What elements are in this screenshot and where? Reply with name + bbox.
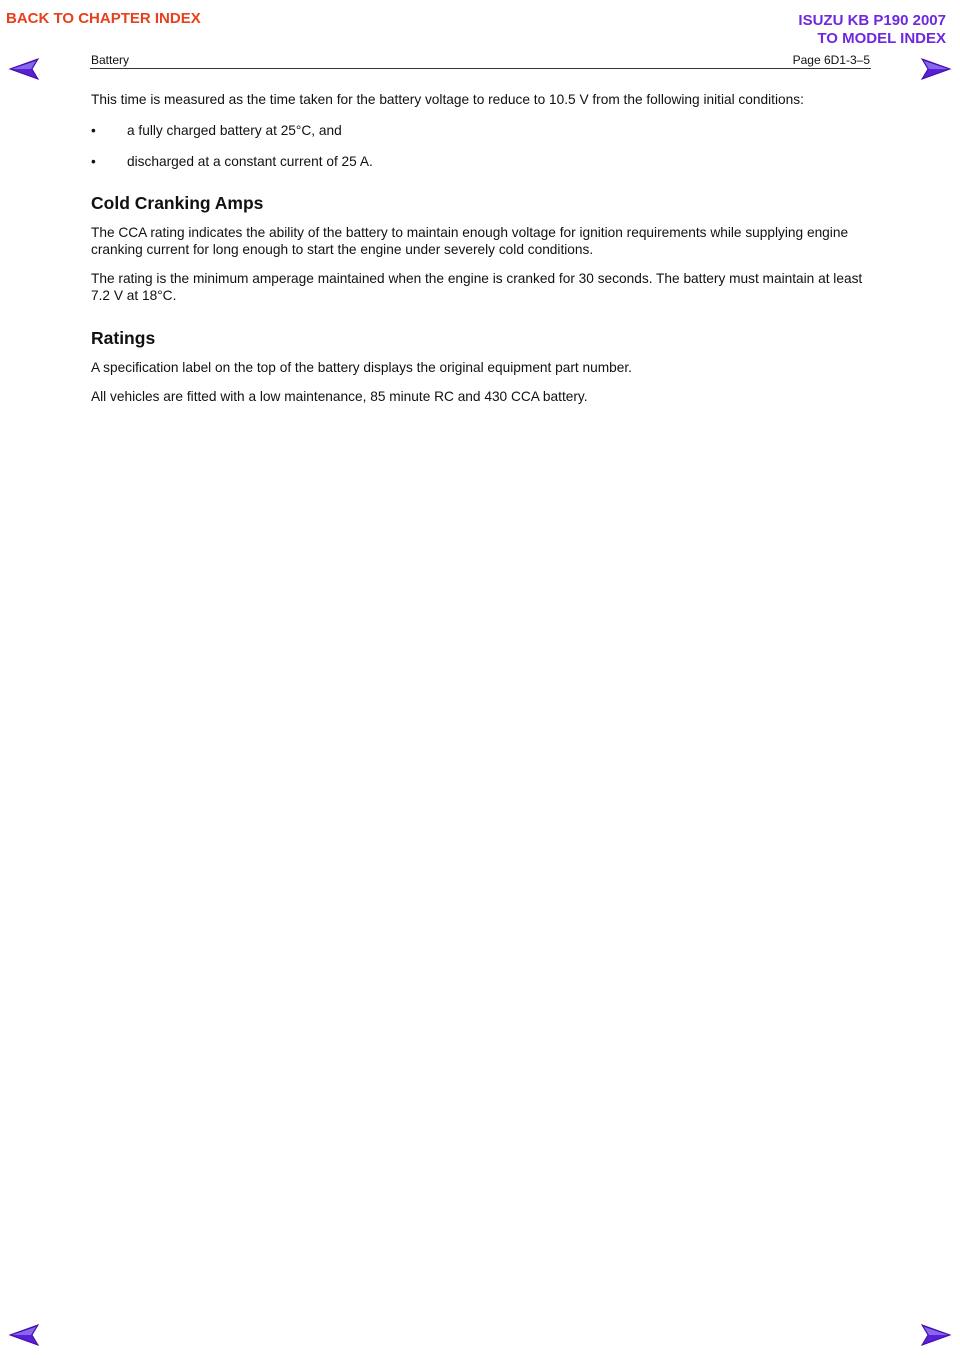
ratings-paragraph-2: All vehicles are fitted with a low maintenance, 85 minute RC and 430 CCA battery.	[91, 389, 588, 404]
brand-title: ISUZU KB P190 2007	[798, 12, 946, 29]
cca-heading: Cold Cranking Amps	[91, 193, 264, 213]
next-page-arrow-icon[interactable]	[918, 1324, 952, 1346]
ratings-paragraph-1: A specification label on the top of the battery displays the original equipment part number.	[91, 360, 632, 375]
intro-paragraph: This time is measured as the time taken for the battery voltage to reduce to 10.5 V from the following initial conditions:	[91, 92, 804, 107]
back-to-chapter-index-link[interactable]: BACK TO CHAPTER INDEX	[6, 10, 201, 27]
cca-paragraph-1: The CCA rating indicates the ability of the battery to maintain enough voltage for ignition requirements while supplying engine cranking current for long enough to start the engine under severely cold conditions.	[91, 225, 849, 257]
document-body	[91, 91, 871, 405]
bullet-text: discharged at a constant current of 25 A.	[127, 154, 373, 169]
previous-page-arrow-icon[interactable]	[8, 58, 42, 80]
cca-paragraph-2: The rating is the minimum amperage maintained when the engine is cranked for 30 seconds. The battery must maintain at least 7.2 V at 18°C.	[91, 271, 863, 303]
page-number: Page 6D1-3–5	[792, 53, 870, 67]
list-item	[91, 153, 871, 170]
bullet-text: a fully charged battery at 25°C, and	[127, 123, 342, 138]
bullet-icon: •	[91, 123, 96, 138]
to-model-index-link[interactable]: TO MODEL INDEX	[817, 30, 946, 47]
list-item	[91, 122, 871, 139]
ratings-heading: Ratings	[91, 328, 156, 348]
bullet-icon: •	[91, 154, 96, 169]
section-title: Battery	[91, 53, 130, 67]
previous-page-arrow-icon[interactable]	[8, 1324, 42, 1346]
header-divider	[90, 68, 871, 69]
next-page-arrow-icon[interactable]	[918, 58, 952, 80]
